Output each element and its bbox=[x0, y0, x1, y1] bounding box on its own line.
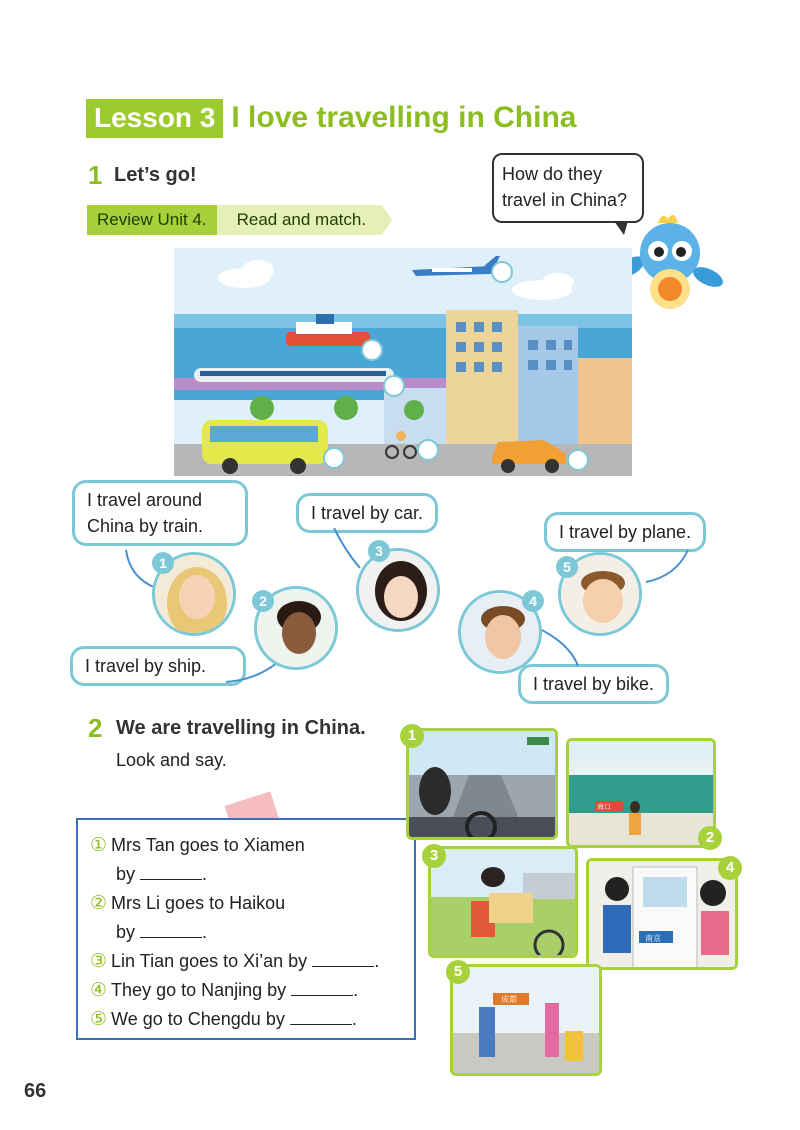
bike-map-scene-icon bbox=[431, 849, 578, 958]
lesson-badge: Lesson 3 bbox=[86, 99, 223, 138]
task-text-2b: by bbox=[116, 922, 136, 942]
photo-number-3: 3 bbox=[422, 844, 446, 868]
section-1-number: 1 bbox=[88, 160, 103, 190]
train-station-scene-icon bbox=[589, 861, 738, 970]
car-driving-scene-icon bbox=[409, 731, 558, 840]
speech-bubble-car: I travel by car. bbox=[296, 493, 438, 533]
portrait-girl-3 bbox=[356, 548, 440, 632]
photo-airport bbox=[450, 964, 602, 1076]
section-2-title: We are travelling in China. bbox=[116, 717, 366, 739]
task-end-5: . bbox=[351, 1009, 357, 1029]
task-line-5 bbox=[90, 1006, 357, 1033]
answer-blank-1[interactable] bbox=[140, 862, 202, 880]
section-2-subtitle: Look and say. bbox=[116, 750, 227, 770]
task-end-1: . bbox=[202, 864, 208, 884]
task-num-1: ① bbox=[90, 835, 108, 856]
section-2-number: 2 bbox=[88, 713, 103, 743]
photo-bike-map bbox=[428, 846, 578, 958]
task-end-2: . bbox=[202, 922, 208, 942]
sign-chengdu: 成都 bbox=[501, 995, 517, 1004]
task-text-3: Lin Tian goes to Xi’an by bbox=[111, 951, 308, 971]
task-line-3 bbox=[90, 948, 379, 975]
speech-train-line1: I travel around bbox=[87, 490, 203, 510]
task-text-5: We go to Chengdu by bbox=[111, 1009, 285, 1029]
task-num-5: ⑤ bbox=[90, 1009, 108, 1030]
task-end-4: . bbox=[353, 980, 359, 1000]
answer-blank-5[interactable] bbox=[290, 1007, 352, 1025]
task-text-1: Mrs Tan goes to Xiamen bbox=[111, 835, 305, 855]
photo-car-driving bbox=[406, 728, 558, 840]
answer-blank-4[interactable] bbox=[291, 978, 353, 996]
speech-bubble-plane: I travel by plane. bbox=[544, 512, 706, 552]
airport-scene-icon bbox=[453, 967, 602, 1076]
task-text-1b: by bbox=[116, 864, 136, 884]
task-line-4 bbox=[90, 977, 358, 1004]
robot-bubble-line1: How do they bbox=[502, 164, 603, 184]
task-line-2 bbox=[90, 890, 285, 917]
portrait-number-1: 1 bbox=[152, 552, 174, 574]
section-1-title: Let’s go! bbox=[114, 164, 197, 186]
portrait-number-5: 5 bbox=[556, 556, 578, 578]
speech-bubble-ship: I travel by ship. bbox=[70, 646, 246, 686]
ship-port-scene-icon bbox=[569, 741, 716, 848]
answer-blank-3[interactable] bbox=[312, 949, 374, 967]
page-number: 66 bbox=[24, 1080, 47, 1102]
task-line-1 bbox=[90, 832, 305, 859]
task-line-1b bbox=[116, 861, 207, 887]
speech-train-line2: China by train. bbox=[87, 516, 204, 536]
speech-bubble-bike: I travel by bike. bbox=[518, 664, 669, 704]
answer-blank-2[interactable] bbox=[140, 920, 202, 938]
photo-number-5: 5 bbox=[446, 960, 470, 984]
task-num-4: ④ bbox=[90, 980, 108, 1001]
task-text-2: Mrs Li goes to Haikou bbox=[111, 893, 286, 913]
portrait-number-3: 3 bbox=[368, 540, 390, 562]
photo-ship-port bbox=[566, 738, 716, 848]
robot-bubble-line2: travel in China? bbox=[502, 190, 628, 210]
task-num-2: ② bbox=[90, 893, 108, 914]
lesson-title: I love travelling in China bbox=[231, 101, 577, 134]
task-end-3: . bbox=[374, 951, 380, 971]
portrait-number-2: 2 bbox=[252, 590, 274, 612]
photo-number-2: 2 bbox=[698, 826, 722, 850]
photo-train-station bbox=[586, 858, 738, 970]
photo-number-4: 4 bbox=[718, 856, 742, 880]
ribbon-review-unit: Review Unit 4. bbox=[87, 205, 217, 235]
task-num-3: ③ bbox=[90, 951, 108, 972]
sign-haikou: 海口 bbox=[597, 803, 611, 811]
fill-in-task-box bbox=[76, 818, 416, 1040]
ribbon-read-match: Read and match. bbox=[217, 205, 382, 235]
task-text-4: They go to Nanjing by bbox=[111, 980, 287, 1000]
task-line-2b bbox=[116, 919, 207, 945]
photo-number-1: 1 bbox=[400, 724, 424, 748]
portrait-number-4: 4 bbox=[522, 590, 544, 612]
sign-nanjing: 南京 bbox=[645, 934, 661, 943]
